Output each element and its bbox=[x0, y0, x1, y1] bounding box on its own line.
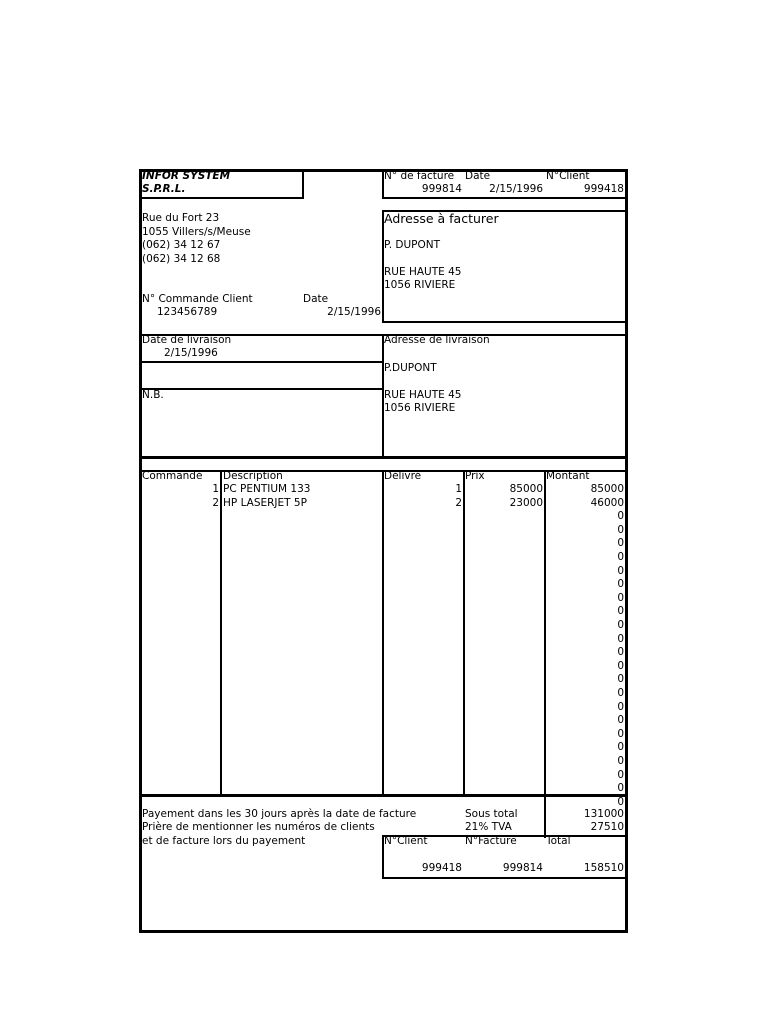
cell-delivered: 2 bbox=[455, 497, 462, 509]
cell-amount: 0 bbox=[617, 592, 624, 604]
footer-client-no-label: N°Client bbox=[384, 835, 428, 847]
cell-amount: 0 bbox=[617, 755, 624, 767]
cell-delivered: 1 bbox=[455, 483, 462, 495]
delivery-address-label: Adresse de livraison bbox=[384, 334, 490, 346]
subtotal-label: Sous total bbox=[465, 808, 518, 820]
billing-address-title: Adresse à facturer bbox=[384, 211, 499, 226]
delivery-street: RUE HAUTE 45 bbox=[384, 389, 462, 401]
cell-amount: 85000 bbox=[590, 483, 624, 495]
payment-note-2: Prière de mentionner les numéros de clients bbox=[142, 821, 375, 833]
cell-amount: 0 bbox=[617, 537, 624, 549]
billing-city: 1056 RIVIERE bbox=[384, 279, 456, 291]
nb-label: N.B. bbox=[142, 389, 164, 401]
cell-description: HP LASERJET 5P bbox=[223, 497, 307, 509]
col-header-description: Description bbox=[223, 470, 283, 482]
cell-amount: 0 bbox=[617, 633, 624, 645]
order-no-value: 123456789 bbox=[157, 306, 218, 318]
cell-amount: 0 bbox=[617, 769, 624, 781]
cell-amount: 0 bbox=[617, 565, 624, 577]
invoice-no-value: 999814 bbox=[421, 183, 462, 195]
cell-description: PC PENTIUM 133 bbox=[223, 483, 311, 495]
cell-amount: 0 bbox=[617, 741, 624, 753]
footer-total-label: Total bbox=[546, 835, 571, 847]
table-col-divider-3 bbox=[463, 470, 465, 796]
company-phone-2: (062) 34 12 68 bbox=[142, 253, 221, 265]
company-phone-1: (062) 34 12 67 bbox=[142, 239, 221, 251]
table-top-line bbox=[139, 456, 628, 459]
cell-amount: 0 bbox=[617, 714, 624, 726]
order-no-label: N° Commande Client bbox=[142, 293, 253, 305]
billing-street: RUE HAUTE 45 bbox=[384, 266, 462, 278]
client-no-value: 999418 bbox=[583, 183, 624, 195]
invoice-date-label: Date bbox=[465, 170, 491, 182]
table-col-divider-1 bbox=[220, 470, 222, 796]
cell-ordered: 2 bbox=[212, 497, 219, 509]
cell-amount: 46000 bbox=[590, 497, 624, 509]
col-header-amount: Montant bbox=[546, 470, 590, 482]
cell-price: 85000 bbox=[509, 483, 543, 495]
delivery-name: P.DUPONT bbox=[384, 362, 437, 374]
company-name: INFOR SYSTEM bbox=[142, 170, 231, 182]
cell-amount: 0 bbox=[617, 619, 624, 631]
subtotal-value: 131000 bbox=[583, 808, 624, 820]
payment-note-3: et de facture lors du payement bbox=[142, 835, 306, 847]
cell-amount: 0 bbox=[617, 551, 624, 563]
cell-price: 23000 bbox=[509, 497, 543, 509]
footer-total-value: 158510 bbox=[583, 862, 624, 874]
cell-amount: 0 bbox=[617, 687, 624, 699]
vat-label: 21% TVA bbox=[465, 821, 512, 833]
payment-note-1: Payement dans les 30 jours après la date de facture bbox=[142, 808, 417, 820]
delivery-date-label: Date de livraison bbox=[142, 334, 232, 346]
col-header-delivered: Délivré bbox=[384, 470, 422, 482]
footer-invoice-no-label: N°Facture bbox=[465, 835, 517, 847]
client-no-label: N°Client bbox=[546, 170, 590, 182]
vat-value: 27510 bbox=[590, 821, 624, 833]
cell-amount: 0 bbox=[617, 796, 624, 808]
billing-name: P. DUPONT bbox=[384, 239, 441, 251]
footer-client-no-value: 999418 bbox=[421, 862, 462, 874]
cell-amount: 0 bbox=[617, 660, 624, 672]
delivery-date-value: 2/15/1996 bbox=[164, 347, 218, 359]
footer-invoice-no-value: 999814 bbox=[502, 862, 543, 874]
table-col-divider-2 bbox=[382, 470, 384, 796]
order-date-label: Date bbox=[303, 293, 329, 305]
delivery-city: 1056 RIVIERE bbox=[384, 402, 456, 414]
col-header-ordered: Commandé bbox=[142, 470, 203, 482]
cell-amount: 0 bbox=[617, 646, 624, 658]
cell-amount: 0 bbox=[617, 728, 624, 740]
delivery-extra-line bbox=[139, 388, 383, 390]
company-address-line-1: Rue du Fort 23 bbox=[142, 212, 220, 224]
invoice-date-value: 2/15/1996 bbox=[489, 183, 543, 195]
delivery-date-line bbox=[139, 361, 383, 363]
cell-amount: 0 bbox=[617, 701, 624, 713]
cell-amount: 0 bbox=[617, 510, 624, 522]
company-legal-form: S.P.R.L. bbox=[142, 183, 186, 195]
order-date-value: 2/15/1996 bbox=[327, 306, 381, 318]
cell-ordered: 1 bbox=[212, 483, 219, 495]
cell-amount: 0 bbox=[617, 673, 624, 685]
col-header-price: Prix bbox=[465, 470, 485, 482]
cell-amount: 0 bbox=[617, 605, 624, 617]
cell-amount: 0 bbox=[617, 578, 624, 590]
cell-amount: 0 bbox=[617, 782, 624, 794]
cell-amount: 0 bbox=[617, 524, 624, 536]
company-address-line-2: 1055 Villers/s/Meuse bbox=[142, 226, 251, 238]
invoice-no-label: N° de facture bbox=[384, 170, 455, 182]
